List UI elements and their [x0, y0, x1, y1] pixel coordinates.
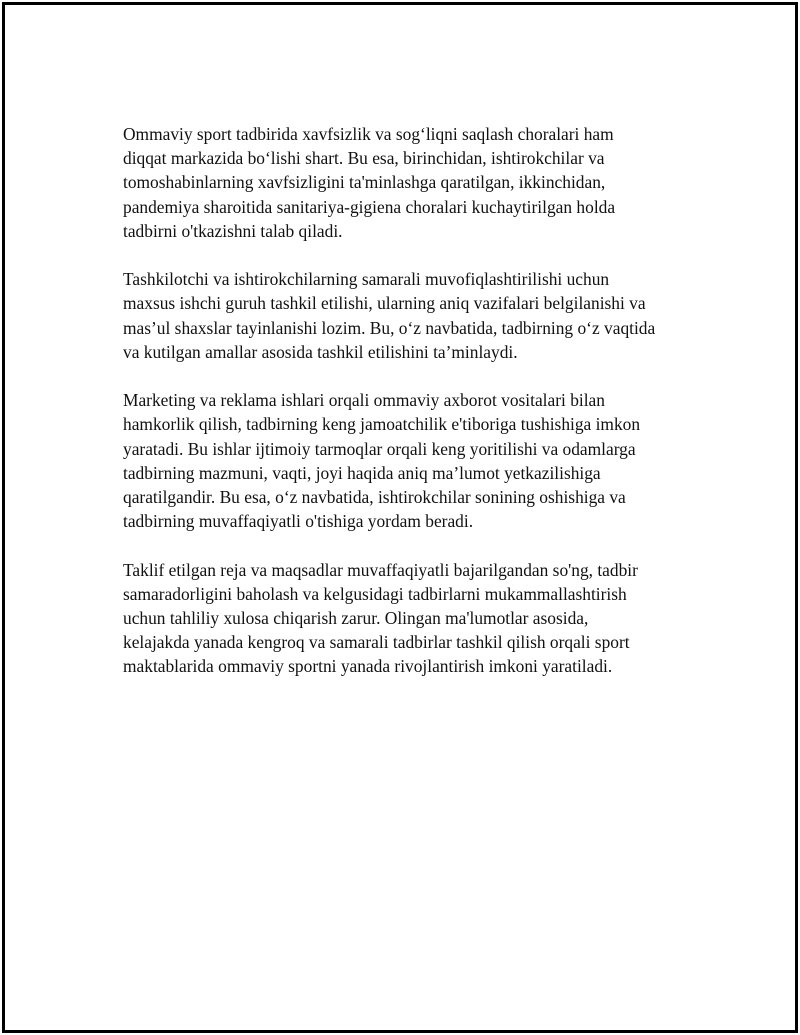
text-line: tadbirni o'tkazishni talab qiladi. — [123, 220, 343, 241]
document-body — [123, 122, 693, 703]
paragraph-evaluation — [123, 558, 693, 679]
text-line: Tashkilotchi va ishtirokchilarning samarali muvofiqlashtirilishi uchun — [123, 269, 610, 290]
text-line: tomoshabinlarning xavfsizligini ta'minlashga qaratilgan, ikkinchidan, — [123, 172, 606, 193]
text-line: Ommaviy sport tadbirida xavfsizlik va sog‘liqni saqlash choralari ham — [123, 124, 614, 144]
paragraph-safety — [123, 122, 693, 243]
text-line: uchun tahliliy xulosa chiqarish zarur. Olingan ma'lumotlar asosida, — [123, 608, 589, 629]
text-line: samaradorligini baholash va kelgusidagi tadbirlarni mukammallashtirish — [123, 583, 627, 604]
text-line: tadbirning mazmuni, vaqti, joyi haqida aniq ma’lumot yetkazilishiga — [123, 462, 601, 483]
paragraph-coordination — [123, 267, 693, 364]
text-line: mas’ul shaxslar tayinlanishi lozim. Bu, o‘z navbatida, tadbirning o‘z vaqtida — [123, 317, 656, 338]
text-line: maktablarida ommaviy sportni yanada rivojlantirish imkoni yaratiladi. — [123, 656, 613, 677]
text-line: qaratilgandir. Bu esa, o‘z navbatida, ishtirokchilar sonining oshishiga va — [123, 487, 626, 508]
text-line: kelajakda yanada kengroq va samarali tadbirlar tashkil qilish orqali sport — [123, 632, 630, 653]
paragraph-marketing — [123, 388, 693, 533]
page-frame — [2, 2, 798, 1033]
text-line: va kutilgan amallar asosida tashkil etilishini ta’minlaydi. — [123, 341, 518, 362]
text-line: diqqat markazida bo‘lishi shart. Bu esa, birinchidan, ishtirokchilar va — [123, 148, 605, 169]
text-line: tadbirning muvaffaqiyatli o'tishiga yordam beradi. — [123, 511, 474, 532]
text-line: maxsus ishchi guruh tashkil etilishi, ularning aniq vazifalari belgilanishi va — [123, 293, 646, 314]
text-line: pandemiya sharoitida sanitariya-gigiena choralari kuchaytirilgan holda — [123, 196, 616, 217]
text-line: Marketing va reklama ishlari orqali ommaviy axborot vositalari bilan — [123, 390, 605, 411]
text-line: hamkorlik qilish, tadbirning keng jamoatchilik e'tiboriga tushishiga imkon — [123, 414, 641, 435]
text-line: Taklif etilgan reja va maqsadlar muvaffaqiyatli bajarilgandan so'ng, tadbir — [123, 559, 638, 580]
text-line: yaratadi. Bu ishlar ijtimoiy tarmoqlar orqali keng yoritilishi va odamlarga — [123, 438, 636, 459]
